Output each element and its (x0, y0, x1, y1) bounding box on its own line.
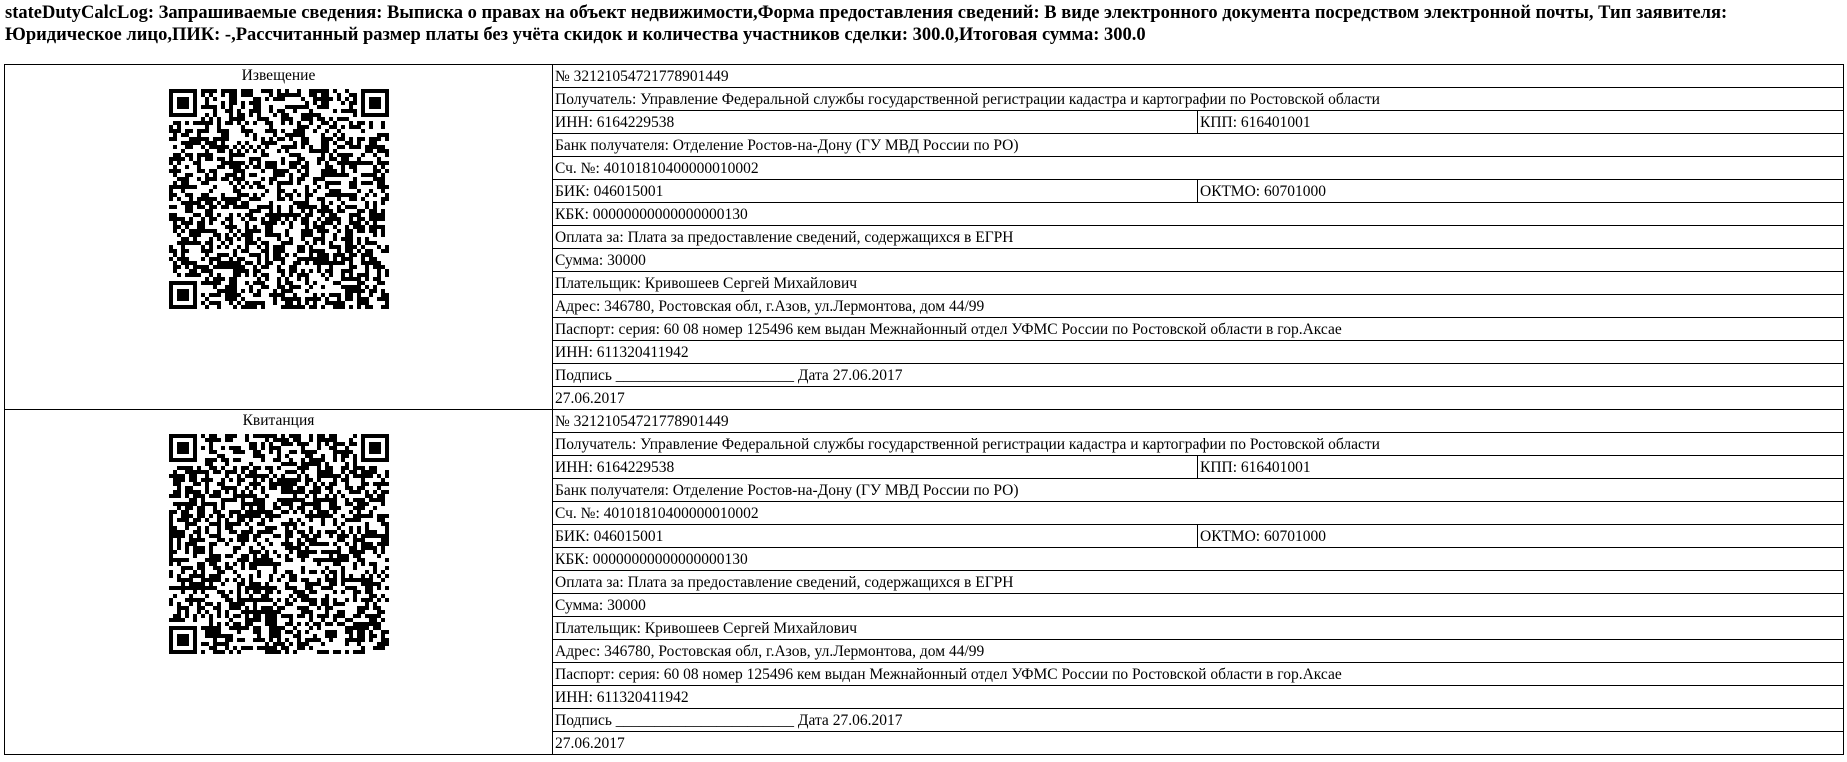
notice-qr-cell (5, 65, 553, 410)
signature-line: Подпись _______________________ Дата 27.06.2017 (553, 709, 1844, 732)
payment-receipt-table (4, 64, 1844, 755)
state-duty-calc-log: stateDutyCalcLog: Запрашиваемые сведения: Выписка о правах на объект недвижимости,Форма предоставления сведений: В виде электронного документа посредством электронной почты, Тип заявителя: Юридическое лицо,ПИК: -,Рассчитанный размер платы без учёта скидок и количества участников сделки: 300.0,Итоговая сумма: 300.0 (5, 3, 1728, 45)
oktmo: ОКТМО: 60701000 (1198, 180, 1844, 203)
oktmo: ОКТМО: 60701000 (1198, 525, 1844, 548)
table-row (5, 65, 1844, 88)
payer-name: Плательщик: Кривошеев Сергей Михайлович (553, 272, 1844, 295)
recipient: Получатель: Управление Федеральной службы государственной регистрации кадастра и картографии по Ростовской области (553, 433, 1844, 456)
signature-line: Подпись _______________________ Дата 27.06.2017 (553, 364, 1844, 387)
payment-sum: Сумма: 30000 (553, 594, 1844, 617)
recipient: Получатель: Управление Федеральной службы государственной регистрации кадастра и картографии по Ростовской области (553, 88, 1844, 111)
qr-code-icon (169, 434, 389, 654)
payer-passport: Паспорт: серия: 60 08 номер 125496 кем выдан Межнайонный отдел УФМС России по Ростовской области в гор.Аксае (553, 663, 1844, 686)
kbk: КБК: 00000000000000000130 (553, 548, 1844, 571)
qr-code-icon (169, 89, 389, 309)
document-number: № 32121054721778901449 (553, 65, 1844, 88)
recipient-kpp: КПП: 616401001 (1198, 111, 1844, 134)
notice-title: Извещение (241, 67, 316, 84)
account-number: Сч. №: 40101810400000010002 (553, 502, 1844, 525)
receipt-title: Квитанция (242, 412, 315, 429)
recipient-bank: Банк получателя: Отделение Ростов-на-Дону (ГУ МВД России по РО) (553, 134, 1844, 157)
payer-name: Плательщик: Кривошеев Сергей Михайлович (553, 617, 1844, 640)
payment-purpose: Оплата за: Плата за предоставление сведений, содержащихся в ЕГРН (553, 226, 1844, 249)
document-date: 27.06.2017 (553, 387, 1844, 410)
document-number: № 32121054721778901449 (553, 410, 1844, 433)
recipient-bank: Банк получателя: Отделение Ростов-на-Дону (ГУ МВД России по РО) (553, 479, 1844, 502)
payer-address: Адрес: 346780, Ростовская обл, г.Азов, ул.Лермонтова, дом 44/99 (553, 640, 1844, 663)
document-date: 27.06.2017 (553, 732, 1844, 755)
recipient-inn: ИНН: 6164229538 (553, 456, 1198, 479)
payer-inn: ИНН: 611320411942 (553, 341, 1844, 364)
payer-inn: ИНН: 611320411942 (553, 686, 1844, 709)
receipt-qr-cell (5, 410, 553, 755)
payer-passport: Паспорт: серия: 60 08 номер 125496 кем выдан Межнайонный отдел УФМС России по Ростовской области в гор.Аксае (553, 318, 1844, 341)
table-row (5, 410, 1844, 433)
bik: БИК: 046015001 (553, 180, 1198, 203)
bik: БИК: 046015001 (553, 525, 1198, 548)
payment-purpose: Оплата за: Плата за предоставление сведений, содержащихся в ЕГРН (553, 571, 1844, 594)
recipient-inn: ИНН: 6164229538 (553, 111, 1198, 134)
payer-address: Адрес: 346780, Ростовская обл, г.Азов, ул.Лермонтова, дом 44/99 (553, 295, 1844, 318)
recipient-kpp: КПП: 616401001 (1198, 456, 1844, 479)
payment-sum: Сумма: 30000 (553, 249, 1844, 272)
kbk: КБК: 00000000000000000130 (553, 203, 1844, 226)
account-number: Сч. №: 40101810400000010002 (553, 157, 1844, 180)
